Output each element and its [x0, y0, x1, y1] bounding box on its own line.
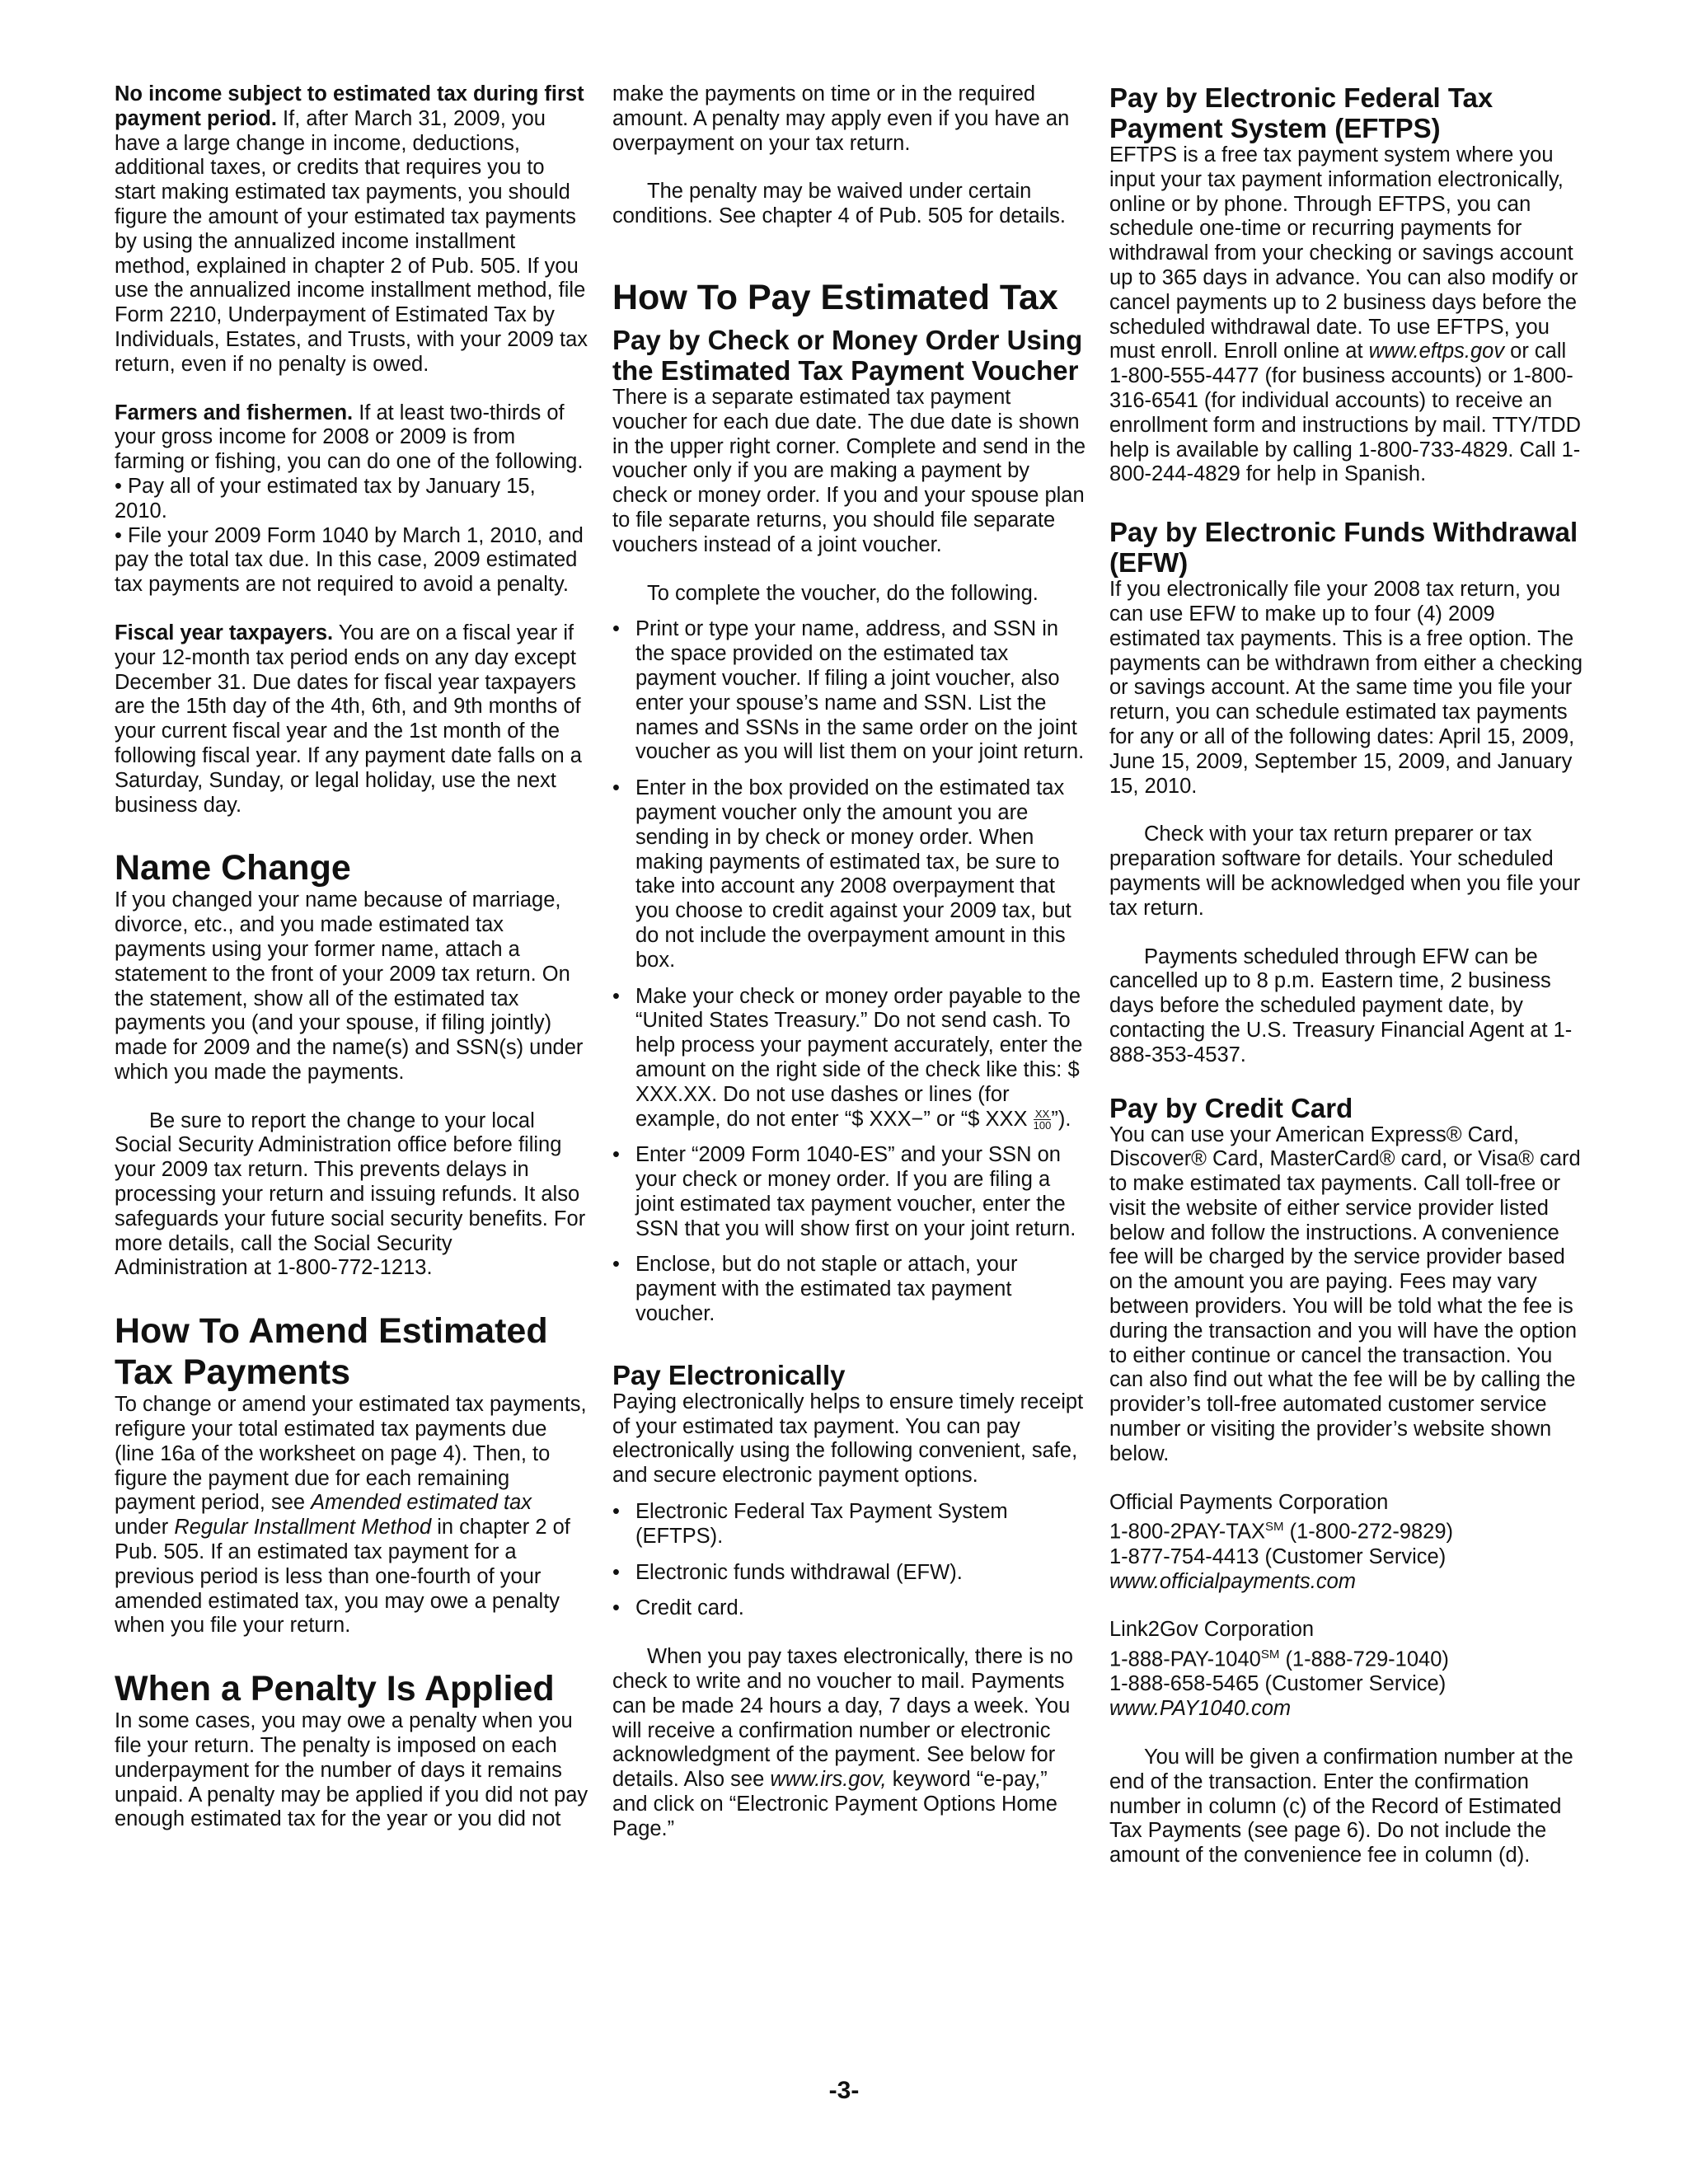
column-right: [1109, 82, 1583, 1868]
bullet-icon: •: [612, 1500, 620, 1524]
list-item-text: Print or type your name, address, and SSN in the space provided on the estimated tax payment voucher. If filing a joint voucher, also enter your spouse’s name and SSN. List the names and SSNs in the same order on the joint voucher as you will list them on your joint return.: [635, 617, 1085, 764]
list-item: [115, 524, 588, 598]
paragraph-text: keyword “e-pay,” and click on “Electronic Payment Options Home Page.”: [612, 1768, 1057, 1840]
paragraph-penalty: In some cases, you may owe a penalty when you file your return. The penalty is imposed on each underpayment for the number of days it remains unpaid. A penalty may be applied if you did not pay enough estimated tax for the year or you did not: [115, 1709, 588, 1831]
paragraph-name-change-1: If you changed your name because of marriage, divorce, etc., and you made estimated tax payments using your former name, attach a statement to the front of your 2009 tax return. On the statement, show all of the estimated tax payments you (and your spouse, if filing jointly) made for 2009 and the name(s) and SSN(s) under which you made the payments.: [115, 888, 584, 1084]
customer-service-phone: 1-877-754-4413 (Customer Service): [1109, 1544, 1447, 1568]
bullet-icon: •: [612, 1596, 620, 1620]
paragraph-text: If, after March 31, 2009, you have a large change in income, deductions, additional taxes, or credits that requires you to start making estimated tax payments, you should figure the amount of your estimated tax payments by using the annualized income installment method, explained in chapter 2 of Pub. 505. If you use the annualized income installment method, file Form 2210, Underpayment of Estimated Tax by Individuals, Estates, and Trusts, with your 2009 tax return, even if no penalty is owed.: [115, 106, 588, 376]
heading-name-change: Name Change: [115, 848, 351, 888]
provider-website: [1109, 1570, 1583, 1595]
fraction-denominator: 100: [1033, 1119, 1052, 1132]
list-item-text: Electronic funds withdrawal (EFW).: [635, 1560, 963, 1584]
phone-number: (1-888-729-1040): [1285, 1647, 1449, 1671]
paragraph-complete-voucher: To complete the voucher, do the following.: [647, 581, 1039, 605]
bullet-icon: •: [115, 523, 122, 547]
provider-official-payments: [1109, 1491, 1583, 1595]
paragraph-text: If at least two-thirds of your gross income for 2008 or 2009 is from farming or fishing, you can do one of the following.: [115, 401, 584, 474]
provider-name: Link2Gov Corporation: [1109, 1618, 1315, 1642]
provider-phone: [1109, 1515, 1583, 1544]
bullet-icon: •: [612, 776, 620, 800]
column-middle: [612, 82, 1086, 1842]
run-in-heading: No income subject to estimated tax during first payment period.: [115, 82, 584, 130]
list-item-text: Electronic Federal Tax Payment System (EFTPS).: [635, 1500, 1008, 1548]
heading-pay-by-check: Pay by Check or Money Order Using the Estimated Tax Payment Voucher: [612, 324, 1083, 386]
run-in-heading: Fiscal year taxpayers.: [115, 621, 334, 644]
bullet-icon: •: [612, 617, 620, 641]
list-item-text: Enclose, but do not staple or attach, your payment with the estimated tax payment voucher.: [635, 1253, 1018, 1326]
list-item: [612, 1500, 1086, 1549]
list-item: [612, 1143, 1086, 1241]
list-item-text: ”).: [1051, 1107, 1071, 1131]
paragraph-penalty-continued: make the payments on time or in the required amount. A penalty may apply even if you have an overpayment on your tax return.: [612, 82, 1070, 155]
bullet-icon: •: [612, 984, 620, 1008]
list-item-text: File your 2009 Form 1040 by March 1, 2010, and pay the total tax due. In this case, 2009 estimated tax payments are not required to avoid a penalty.: [115, 523, 584, 597]
list-item-text: Pay all of your estimated tax by January 15, 2010.: [115, 474, 536, 523]
list-item-text: Make your check or money order payable to the “United States Treasury.” Do not send cash. To help process your payment accurately, enter the amount on the right side of the check like this: $ XXX.XX. Do not use dashes or lines (for example, do not enter “$ XXX−” or “$ XXX: [635, 984, 1083, 1131]
service-mark: SM: [1260, 1647, 1280, 1662]
farmers-bullet-list: [115, 475, 588, 598]
column-left: [115, 82, 588, 1832]
page-number: -3-: [828, 2077, 860, 2104]
heading-how-to-pay: How To Pay Estimated Tax: [612, 277, 1058, 317]
provider-link[interactable]: www.PAY1040.com: [1109, 1697, 1292, 1721]
bullet-icon: •: [115, 474, 122, 498]
paragraph-electronic: Paying electronically helps to ensure timely receipt of your estimated tax payment. You can pay electronically using the following convenient, safe, and secure electronic payment options.: [612, 1390, 1084, 1488]
phone-number: 1-800-2PAY-TAX: [1109, 1520, 1265, 1544]
list-item: [612, 617, 1086, 765]
paragraph-confirmation: You will be given a confirmation number at the end of the transaction. Enter the confirmation number in column (c) of the Record of Estimated Tax Payments (see page 6). Do not include the amount of the convenience fee in column (d).: [1109, 1746, 1573, 1868]
paragraph-text: When you pay taxes electronically, there is no check to write and no voucher to mail. Payments can be made 24 hours a day, 7 days a week. You will receive a confirmation number or electronic acknowledgment of the payment. See below for details. Also see: [612, 1645, 1073, 1792]
provider-link[interactable]: www.officialpayments.com: [1109, 1569, 1357, 1593]
paragraph-text: in chapter 2 of Pub. 505. If an estimated tax payment for a previous period is less than one-fourth of your amended estimated tax, you may owe a penalty when you file your return.: [115, 1516, 570, 1638]
paragraph-eftps: [1109, 143, 1583, 487]
heading-penalty: When a Penalty Is Applied: [115, 1669, 555, 1709]
bullet-icon: •: [612, 1143, 620, 1167]
list-item: [612, 1561, 1086, 1586]
list-item-text: Enter “2009 Form 1040-ES” and your SSN on your check or money order. If you are filing a joint estimated tax payment voucher, enter the SSN that you will show first on your joint return.: [635, 1143, 1076, 1240]
paragraph-voucher: There is a separate estimated tax payment voucher for each due date. The due date is shown in the upper right corner. Complete and send in the voucher only if you are making a payment by check or money order. If you and your spouse plan to file separate returns, you should file separate vouchers instead of a joint voucher.: [612, 385, 1086, 556]
heading-pay-electronically: Pay Electronically: [612, 1359, 846, 1390]
heading-amend: How To Amend Estimated Tax Payments: [115, 1311, 548, 1393]
customer-service-phone: 1-888-658-5465 (Customer Service): [1109, 1672, 1447, 1696]
paragraph-efw-1: If you electronically file your 2008 tax return, you can use EFW to make up to four (4) 2009 estimated tax payments. This is a free option. The payments can be withdrawn from either a checking or savings account. At the same time you file your return, you can schedule estimated tax payments for any or all of the following dates: April 15, 2009, June 15, 2009, September 15, 2009, and January 15, 2010.: [1109, 578, 1583, 798]
paragraph-text: You are on a fiscal year if your 12-month tax period ends on any day except December 31. Due dates for fiscal year taxpayers are the 15th day of the 4th, 6th, and 9th months of your current fiscal year and the 1st month of the following fiscal year. If any payment date falls on a Saturday, Sunday, or legal holiday, use the next business day.: [115, 621, 582, 817]
italic-text: Regular Installment Method: [174, 1516, 432, 1540]
paragraph-efw-2: Check with your tax return preparer or tax preparation software for details. Your scheduled payments will be acknowledged when you file your tax return.: [1109, 823, 1581, 920]
paragraph-first-payment-period: [115, 82, 588, 377]
provider-phone: [1109, 1643, 1583, 1672]
provider-website: [1109, 1697, 1583, 1722]
paragraph-credit-card: You can use your American Express® Card, Discover® Card, MasterCard® card, or Visa® card to make estimated tax payments. Call toll-free or visit the website of either service provider listed below and follow the instructions. A convenience fee will be charged by the service provider based on the amount you are paying. Fees may vary between providers. You will be told what the fee is during the transaction and you will have the option to either continue or cancel the transaction. You can also find out what the fee will be by calling the provider’s toll-free automated customer service number or visiting the provider’s website shown below.: [1109, 1122, 1581, 1465]
fraction-numerator: XX: [1034, 1108, 1052, 1120]
run-in-heading: Farmers and fishermen.: [115, 401, 354, 424]
bullet-icon: •: [612, 1253, 620, 1277]
provider-link2gov: [1109, 1618, 1583, 1722]
list-item: [612, 1596, 1086, 1621]
voucher-bullet-list: [612, 617, 1086, 1327]
phone-number: (1-800-272-9829): [1289, 1520, 1454, 1544]
irs-link[interactable]: www.irs.gov,: [770, 1768, 887, 1792]
list-item: [612, 985, 1086, 1132]
list-item-text: Enter in the box provided on the estimated tax payment voucher only the amount you are sending in by check or money order. When making payments of estimated tax, be sure to take into account any 2008 overpayment that you choose to credit against your 2009 tax, but do not include the overpayment amount in this box.: [635, 776, 1071, 972]
list-item: [612, 776, 1086, 972]
eftps-link[interactable]: www.eftps.gov: [1368, 340, 1505, 363]
list-item: [115, 475, 588, 524]
heading-credit-card: Pay by Credit Card: [1109, 1092, 1353, 1123]
paragraph-efw-3: Payments scheduled through EFW can be cancelled up to 8 p.m. Eastern time, 2 business days before the scheduled payment date, by contacting the U.S. Treasury Financial Agent at 1-888-353-4537.: [1109, 944, 1573, 1066]
heading-efw: Pay by Electronic Funds Withdrawal (EFW): [1109, 517, 1578, 579]
paragraph-farmers: [115, 401, 588, 475]
provider-name: Official Payments Corporation: [1109, 1490, 1389, 1514]
phone-number: 1-888-PAY-1040: [1109, 1647, 1261, 1671]
paragraph-fiscal-year: [115, 621, 588, 818]
paragraph-text: To change or amend your estimated tax payments, refigure your total estimated tax payments due (line 16a of the worksheet on page 4). Then, to figure the payment due for each remaining payment period, see: [115, 1393, 587, 1515]
electronic-bullet-list: [612, 1500, 1086, 1621]
list-item: [612, 1253, 1086, 1326]
paragraph-pay-electronically-details: [612, 1645, 1086, 1841]
fraction: [1034, 1108, 1052, 1131]
paragraph-amend: [115, 1393, 588, 1638]
paragraph-text: under: [115, 1516, 169, 1540]
paragraph-name-change-2: Be sure to report the change to your local Social Security Administration office before filing your 2009 tax return. This prevents delays in processing your return and issuing refunds. It also safeguards your future social security benefits. For more details, call the Social Security Administration at 1-800-772-1213.: [115, 1108, 586, 1280]
service-mark: SM: [1264, 1520, 1284, 1535]
paragraph-text: or call 1-800-555-4477 (for business accounts) or 1-800-316-6541 (for individual accounts) to receive an enrollment form and instructions by mail. TTY/TDD help is available by calling 1-800-733-4829. Call 1-800-244-4829 for help in Spanish.: [1109, 340, 1582, 486]
italic-text: Amended estimated tax: [311, 1491, 532, 1515]
paragraph-text: EFTPS is a free tax payment system where you input your tax payment information electronically, online or by phone. Through EFTPS, you can schedule one-time or recurring payments for withdrawal from your checking or savings account up to 365 days in advance. You can also modify or cancel payments up to 2 business days before the scheduled withdrawal date. To use EFTPS, you must enroll. Enroll online at: [1109, 143, 1578, 363]
paragraph-penalty-waived: The penalty may be waived under certain conditions. See chapter 4 of Pub. 505 for details.: [612, 180, 1067, 228]
bullet-icon: •: [612, 1560, 620, 1584]
list-item-text: Credit card.: [635, 1596, 744, 1620]
heading-eftps: Pay by Electronic Federal Tax Payment System (EFTPS): [1109, 82, 1493, 143]
